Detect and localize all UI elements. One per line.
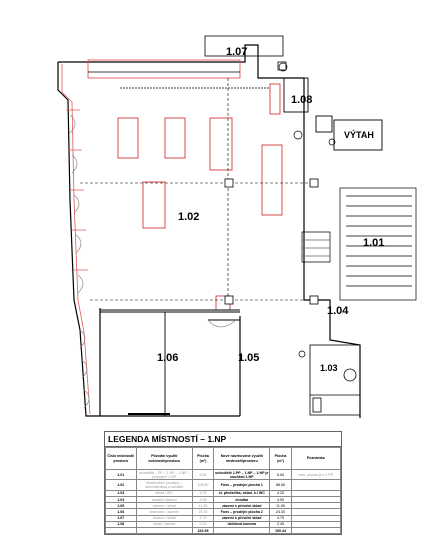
legend-cell-no: 1.06: [106, 509, 137, 515]
facade-outline: [62, 64, 90, 414]
legend-cell-a2: 11.95: [270, 503, 291, 509]
legend-cell-note: [291, 480, 340, 490]
legend-header-new: Nově navrhované využití místnosti/prostoru: [214, 448, 270, 470]
legend-total-empty: [106, 528, 137, 534]
legend-cell-a1: 24.30: [192, 509, 213, 515]
legend-cell-a2: 2.45: [270, 521, 291, 527]
legend-cell-orig: Multifunkční prodejní – administrativa a sociální: [136, 480, 192, 490]
legend-total-area1: 162.99: [192, 528, 213, 534]
legend-cell-no: 1.05: [106, 503, 137, 509]
elevator-label: VÝTAH: [344, 130, 374, 140]
legend-total-row: [106, 528, 341, 534]
legend-cell-a1: 4.55: [192, 497, 213, 503]
legend-cell-no: 1.01: [106, 470, 137, 480]
legend-cell-a2: 5.54: [270, 470, 291, 480]
legend-cell-new: chodba: [214, 497, 270, 503]
legend-cell-a2: 4.55: [270, 497, 291, 503]
legend-total-empty: [214, 528, 270, 534]
legend-total-area2: 150.34: [270, 528, 291, 534]
legend-table: [105, 447, 341, 534]
legend-cell-note: max. plocha je v 1.PP: [291, 470, 340, 480]
legend-cell-no: 1.04: [106, 497, 137, 503]
legend-cell-a1: 11.95: [192, 503, 213, 509]
legend-cell-orig: zázemí / sklad: [136, 503, 192, 509]
legend-total-empty: [136, 528, 192, 534]
legend-cell-new: Fons – prodejní plocha 2: [214, 509, 270, 515]
legend-cell-a2: 24.30: [270, 509, 291, 515]
legend-row: [106, 470, 341, 480]
legend-cell-a2: 88.06: [270, 480, 291, 490]
legend-header-orig: Původní využití místnosti/prostoru: [136, 448, 192, 470]
legend-cell-a1: 4.79: [192, 515, 213, 521]
room-106-label: 1.06: [157, 352, 179, 364]
legend-cell-new: úklidová komora: [214, 521, 270, 527]
legend-cell-a1: 4.25: [192, 490, 213, 496]
furniture: [118, 84, 282, 310]
room-103-label: 1.03: [320, 363, 338, 373]
legend-cell-a2: 4.79: [270, 515, 291, 521]
legend-cell-no: 1.08: [106, 521, 137, 527]
legend-cell-orig: schodiště – PP – 1.NP – 2.NP – propojení 1.NP: [136, 470, 192, 480]
legend-cell-no: 1.03: [106, 490, 137, 496]
legend-header-no: Číslo místnosti/ prostoru: [106, 448, 137, 470]
room-101-label: 1.01: [363, 237, 385, 249]
legend-cell-no: 1.02: [106, 480, 137, 490]
legend-cell-orig: sklad / šachta: [136, 521, 192, 527]
legend-cell-a1: 5.54: [192, 470, 213, 480]
legend-row: [106, 480, 341, 490]
legend-header-area1: Plocha (m²): [192, 448, 213, 470]
legend-cell-new: schodiště 1.PP – 1.NP – 2.NP je součástí 1.NP: [215, 470, 269, 479]
legend-cell-a2: 4.25: [270, 490, 291, 496]
legend-cell-new: zázemí s příruční sklad: [214, 503, 270, 509]
building-walls: [58, 45, 360, 418]
legend-header-area2: Plocha (m²): [270, 448, 291, 470]
room-102-label: 1.02: [178, 211, 200, 223]
room-105-label: 1.05: [238, 352, 260, 364]
legend-cell-orig: sklad / WC: [136, 490, 192, 496]
stairwell: [302, 188, 416, 300]
legend-header-note: Poznámka: [291, 448, 340, 470]
legend-cell-orig: sociální zázemí: [136, 497, 192, 503]
legend-cell-a1: 2.45: [192, 521, 213, 527]
legend-total-empty: [291, 528, 340, 534]
legend-cell-new: sl. předsíňka, sklad, k.l WC: [214, 490, 270, 496]
legend-cell-new: zázemí s příruční sklad: [214, 515, 270, 521]
room-104-label: 1.04: [327, 305, 349, 317]
legend-cell-a1: 105.80: [192, 480, 213, 490]
legend-cell-orig: obchodní / zázemí: [136, 509, 192, 515]
room-103-walls: [310, 345, 360, 415]
room-107-label: 1.07: [226, 46, 248, 58]
legend-cell-no: 1.07: [106, 515, 137, 521]
legend-title: LEGENDA MÍSTNOSTÍ – 1.NP: [105, 432, 341, 447]
legend-cell-new: Fons – prodejní plocha 1: [214, 480, 270, 490]
legend-cell-orig: zázemí / sklad: [136, 515, 192, 521]
room-108-label: 1.08: [291, 94, 313, 106]
room-legend: [104, 431, 342, 535]
